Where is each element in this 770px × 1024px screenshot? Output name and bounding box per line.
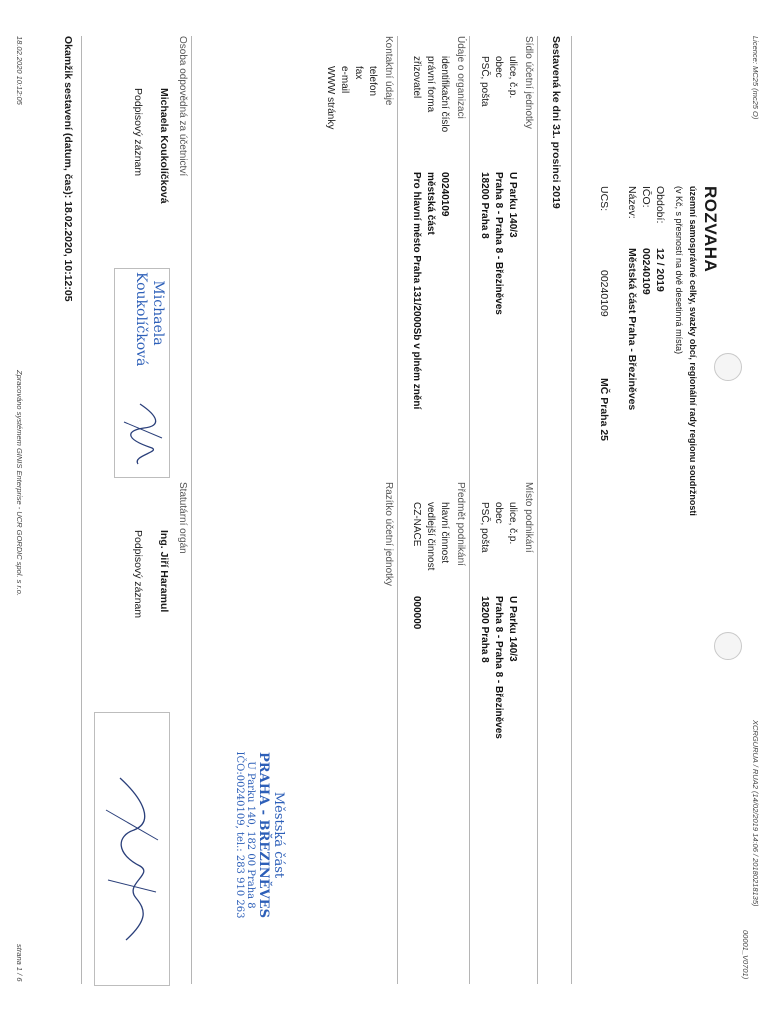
footer-page-number: strana 1 / 6 — [15, 944, 24, 982]
responsible-signature-icon — [116, 398, 168, 474]
responsible-header: Osoba odpovědná za účetnictví — [177, 36, 188, 177]
seat-street-value: U Parku 140/3 — [507, 172, 518, 238]
section-rule — [397, 36, 398, 984]
footer-date: 18.02.2020 10:12:05 — [15, 36, 24, 105]
period-label: Období: — [654, 186, 666, 224]
name-label: Název: — [626, 186, 638, 219]
punch-hole — [714, 353, 742, 381]
seat-city-value: Praha 8 - Praha 8 - Březiněves — [493, 172, 504, 315]
responsible-name: Michaela Koukolíčková — [158, 88, 170, 204]
stamp-line-2: PRAHA - BŘEZINĚVES — [256, 752, 271, 918]
business-place-header: Místo podnikání — [523, 482, 534, 553]
bp-city-value: Praha 8 - Praha 8 - Březiněves — [493, 596, 504, 739]
divider — [571, 36, 572, 984]
period-value: 12 / 2019 — [654, 248, 666, 292]
bp-city-label: obec — [493, 502, 504, 524]
subtitle-1: územní samosprávné celky, svazky obcí, regionální rady regionu soudržnosti — [688, 186, 698, 516]
seat-zip-value: 18200 Praha 8 — [479, 172, 490, 239]
seat-city-label: obec — [493, 56, 504, 78]
section-rule — [537, 36, 538, 984]
seat-header: Sídlo účetní jednotky — [523, 36, 534, 129]
bs-main-label: hlavní činnost — [439, 502, 450, 564]
contact-phone-label: telefon — [367, 66, 378, 97]
contact-fax-label: fax — [353, 66, 364, 80]
compilation-moment: Okamžik sestavení (datum, čas): 18.02.2020, 10:12:05 — [62, 36, 74, 302]
official-stamp — [234, 720, 286, 950]
statutory-signature-icon — [100, 770, 166, 970]
section-rule — [469, 36, 470, 984]
statutory-name: Ing. Jiří Haramul — [158, 530, 170, 613]
org-form-label: právní forma — [425, 56, 436, 113]
report-code: XCRGURUA / RUA2 (14/02/2019 14:06 / 20180218135) — [751, 720, 760, 907]
bp-street-label: ulice, č.p. — [507, 502, 518, 545]
section-rule — [81, 36, 82, 984]
subtitle-2: (v Kč, s přesností na dvě desetinná místa) — [674, 186, 684, 355]
org-founder-label: zřizovatel — [411, 56, 422, 99]
seat-zip-label: PSČ, pošta — [479, 56, 490, 107]
contact-email-label: e-mail — [339, 66, 350, 94]
ico-label: IČO: — [640, 186, 652, 208]
ico-value: 00240109 — [640, 248, 652, 295]
org-form-value: městská část — [425, 172, 436, 235]
org-id-value: 00240109 — [439, 172, 450, 217]
statutory-sig-label: Podpisový záznam — [132, 530, 144, 619]
org-founder-value: Pro hlavní město Praha 131/2000Sb v plném znění — [411, 172, 422, 410]
name-value: Městská část Praha - Březiněves — [626, 248, 638, 411]
statutory-header: Statutární orgán — [177, 482, 188, 554]
stamp-header: Razítko účetní jednotky — [383, 482, 394, 586]
stamp-line-4: IČO:00240109, tel.: 283 910 263 — [234, 751, 245, 919]
seat-street-label: ulice, č.p. — [507, 56, 518, 99]
license-text: Licence: MC25 (mc25 O) — [751, 36, 760, 120]
stamp-line-3: U Parku 140, 182 00 Praha 8 — [245, 761, 256, 909]
punch-hole — [714, 632, 742, 660]
contacts-header: Kontaktní údaje — [383, 36, 394, 106]
bs-nace-label: CZ-NACE — [411, 502, 422, 547]
bs-nace-value: 000000 — [411, 596, 422, 630]
page-title: ROZVAHA — [701, 186, 720, 273]
business-subject-header: Předmět podnikání — [455, 482, 466, 566]
responsible-typed-signature: Michaela Koukolíčková — [133, 272, 166, 367]
bp-zip-value: 18200 Praha 8 — [479, 596, 490, 663]
ucs-extra: MČ Praha 25 — [598, 378, 610, 442]
responsible-sig-label: Podpisový záznam — [132, 88, 144, 177]
ucs-value: 00240109 — [598, 270, 610, 317]
footer-system: Zpracováno systémem GINIS Enterprise - UCR GORDIC spol. s r.o. — [15, 370, 24, 597]
org-id-label: identifikační číslo — [439, 56, 450, 133]
bs-secondary-label: vedlejší činnost — [425, 502, 436, 571]
organization-header: Údaje o organizaci — [455, 36, 466, 119]
ucs-label: UCS: — [598, 186, 610, 212]
report-code-2: 00001_V0701) — [741, 930, 750, 980]
compiled-date: Sestavená ke dni 31. prosinci 2019 — [550, 36, 562, 209]
bp-street-value: U Parku 140/3 — [507, 596, 518, 662]
bp-zip-label: PSČ, pošta — [479, 502, 490, 553]
stamp-line-1: Městská část — [271, 791, 286, 879]
contact-web-label: WWW stránky — [325, 66, 336, 130]
section-rule — [191, 36, 192, 984]
